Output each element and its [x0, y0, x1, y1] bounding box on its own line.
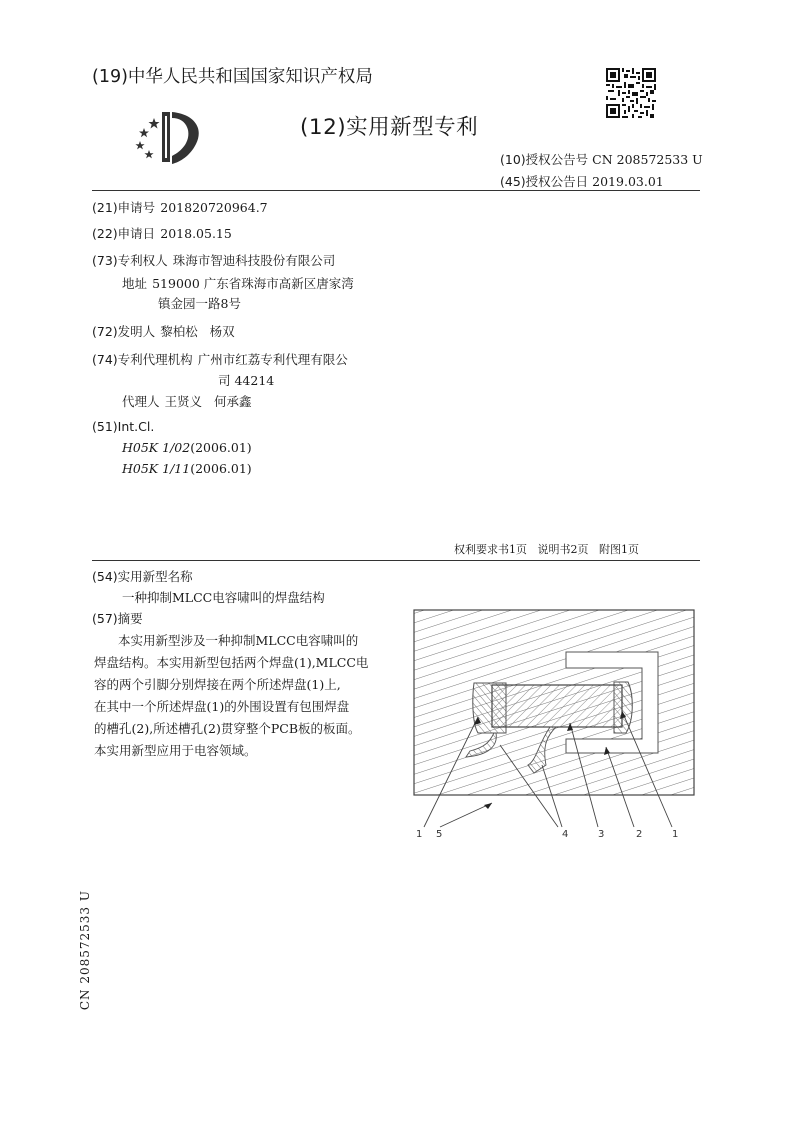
figure-label: 5 [436, 829, 443, 840]
patentee-address-line2: 镇金园一路8号 [158, 296, 241, 311]
mlcc-capacitor [492, 685, 622, 727]
figure-label: 3 [598, 829, 605, 840]
application-date: (22)申请日 2018.05.15 [92, 226, 232, 241]
publication-number: (10)授权公告号 CN 208572533 U [500, 152, 703, 167]
inventors: (72)发明人 黎柏松 杨双 [92, 324, 235, 339]
ipc-class-2: H05K 1/11(2006.01) [122, 461, 252, 476]
section-divider [92, 560, 700, 561]
utility-model-title: 一种抑制MLCC电容啸叫的焊盘结构 [122, 590, 325, 605]
abstract-label: (57)摘要 [92, 611, 143, 626]
patent-agents: 代理人 王贤义 何承鑫 [122, 394, 252, 409]
cnipa-emblem-icon [132, 106, 208, 168]
figure-label: 4 [562, 829, 569, 840]
side-publication-number: CN 208572533 U [78, 890, 92, 1011]
patentee-address: 地址 519000 广东省珠海市高新区唐家湾 [122, 276, 354, 291]
page-counts: 权利要求书1页 说明书2页 附图1页 [454, 543, 639, 556]
abstract-line: 在其中一个所述焊盘(1)的外围设置有包围焊盘 [94, 699, 350, 714]
qr-code-icon [606, 68, 656, 118]
office-name: (19)中华人民共和国国家知识产权局 [92, 67, 373, 87]
utility-model-title-label: (54)实用新型名称 [92, 569, 193, 584]
header-divider [92, 190, 700, 191]
patentee: (73)专利权人 珠海市智迪科技股份有限公司 [92, 253, 336, 268]
abstract-line: 容的两个引脚分别焊接在两个所述焊盘(1)上, [94, 677, 341, 692]
abstract-figure [410, 605, 700, 845]
abstract-line: 本实用新型涉及一种抑制MLCC电容啸叫的 [118, 633, 359, 648]
int-cl-label: (51)Int.Cl. [92, 419, 155, 434]
patent-type-title: (12)实用新型专利 [300, 115, 479, 140]
abstract-line: 的槽孔(2),所述槽孔(2)贯穿整个PCB板的板面。 [94, 721, 361, 736]
publication-date: (45)授权公告日 2019.03.01 [500, 174, 664, 189]
figure-label: 1 [416, 829, 423, 840]
figure-label: 2 [636, 829, 643, 840]
abstract-line: 本实用新型应用于电容领域。 [94, 743, 257, 758]
abstract-text [94, 630, 368, 762]
application-number: (21)申请号 201820720964.7 [92, 200, 268, 215]
ipc-class-1: H05K 1/02(2006.01) [122, 440, 252, 455]
patent-agency: (74)专利代理机构 广州市红荔专利代理有限公 [92, 352, 348, 367]
patent-agency-line2: 司 44214 [218, 373, 275, 388]
figure-label: 1 [672, 829, 679, 840]
abstract-line: 焊盘结构。本实用新型包括两个焊盘(1),MLCC电 [94, 655, 369, 670]
